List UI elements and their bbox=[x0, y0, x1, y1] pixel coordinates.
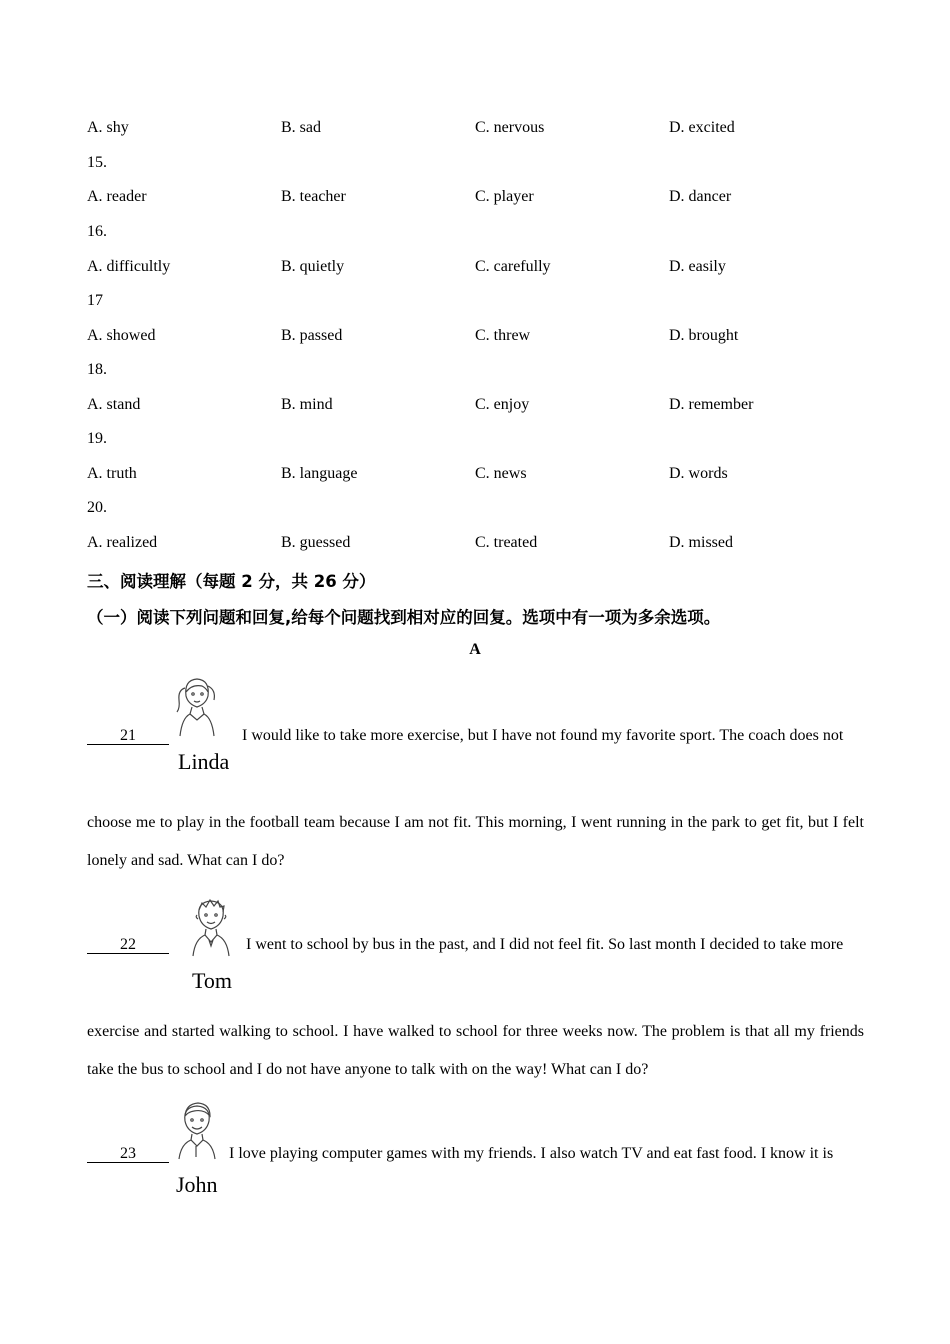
question-number: 20. bbox=[87, 499, 107, 516]
question-text: I love playing computer games with my friends. I also watch TV and eat fast food. I know it is bbox=[229, 1145, 834, 1162]
option-c: C. news bbox=[475, 465, 527, 482]
option-b: B. guessed bbox=[281, 534, 351, 551]
option-c: C. player bbox=[475, 188, 534, 205]
question-number: 17 bbox=[87, 292, 103, 309]
question-text: I went to school by bus in the past, and I did not feel fit. So last month I decided to take more bbox=[246, 936, 844, 953]
question-text-continued: exercise and started walking to school. I have walked to school for three weeks now. The problem is that all my friends take the bus to school and I do not have anyone to talk with on the way! What can I do? bbox=[87, 1023, 864, 1078]
question-number: 18. bbox=[87, 361, 107, 378]
part-heading: （一）阅读下列问题和回复,给每个问题找到相对应的回复。选项中有一项为多余选项。 bbox=[87, 608, 721, 627]
question-text-continued: choose me to play in the football team because I am not fit. This morning, I went running in the park to get fit, but I felt lonely and sad. What can I do? bbox=[87, 814, 864, 869]
option-c: C. enjoy bbox=[475, 396, 530, 413]
option-d: D. remember bbox=[669, 396, 754, 413]
option-d: D. easily bbox=[669, 258, 726, 275]
option-b: B. mind bbox=[281, 396, 333, 413]
option-d: D. missed bbox=[669, 534, 733, 551]
option-a: A. truth bbox=[87, 465, 137, 482]
option-c: C. carefully bbox=[475, 258, 551, 275]
passage-label: A bbox=[469, 641, 481, 658]
option-b: B. teacher bbox=[281, 188, 346, 205]
avatar-name: Linda bbox=[178, 749, 230, 774]
option-c: C. threw bbox=[475, 327, 531, 344]
girl-avatar-icon bbox=[172, 674, 222, 738]
question-number: 19. bbox=[87, 430, 107, 447]
option-b: B. sad bbox=[281, 119, 321, 136]
avatar-name: John bbox=[176, 1172, 218, 1197]
option-b: B. passed bbox=[281, 327, 343, 344]
answer-blank[interactable]: 21 bbox=[87, 728, 169, 745]
option-c: C. nervous bbox=[475, 119, 545, 136]
answer-blank[interactable]: 22 bbox=[87, 937, 169, 954]
option-a: A. reader bbox=[87, 188, 147, 205]
option-a: A. realized bbox=[87, 534, 158, 551]
question-text: I would like to take more exercise, but I have not found my favorite sport. The coach does not bbox=[242, 727, 844, 744]
option-d: D. excited bbox=[669, 119, 735, 136]
section-heading: 三、阅读理解（每题 2 分，共 26 分） bbox=[87, 572, 376, 591]
option-c: C. treated bbox=[475, 534, 538, 551]
question-number: 15. bbox=[87, 154, 107, 171]
avatar-name: Tom bbox=[192, 968, 233, 993]
option-a: A. showed bbox=[87, 327, 156, 344]
option-b: B. language bbox=[281, 465, 358, 482]
option-a: A. shy bbox=[87, 119, 129, 136]
option-d: D. words bbox=[669, 465, 728, 482]
option-b: B. quietly bbox=[281, 258, 345, 275]
answer-blank[interactable]: 23 bbox=[87, 1146, 169, 1163]
option-a: A. stand bbox=[87, 396, 141, 413]
boy-avatar-icon bbox=[186, 894, 236, 958]
option-d: D. brought bbox=[669, 327, 739, 344]
boy-avatar-icon bbox=[172, 1099, 222, 1161]
option-a: A. difficultly bbox=[87, 258, 171, 275]
option-d: D. dancer bbox=[669, 188, 732, 205]
question-number: 16. bbox=[87, 223, 107, 240]
